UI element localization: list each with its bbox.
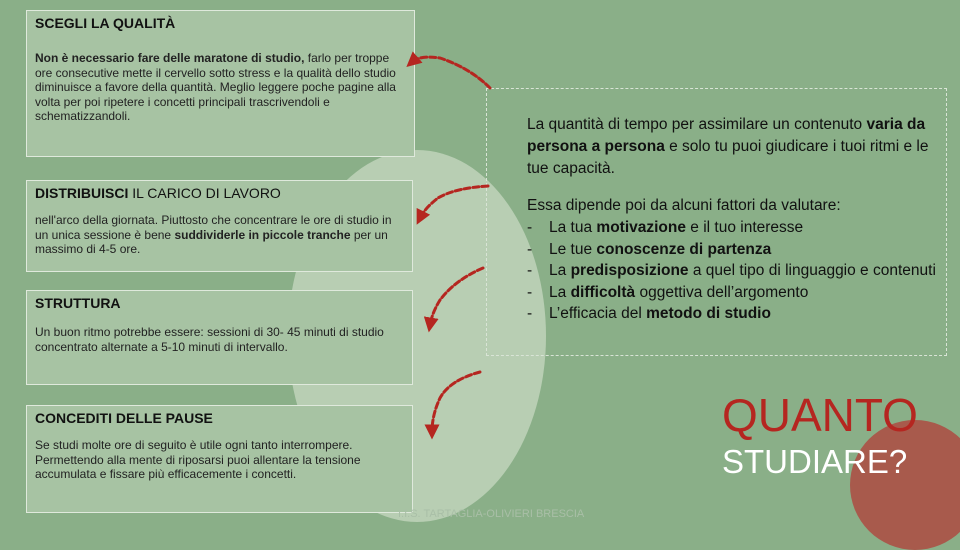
item-post: e il tuo interesse bbox=[685, 219, 804, 236]
item-pre: Le tue bbox=[549, 240, 597, 258]
title-quanto: QUANTO bbox=[722, 389, 918, 441]
box-text-b: per un massimo di 4-5 ore. bbox=[35, 227, 388, 256]
list-dash: - bbox=[527, 219, 533, 236]
item-bold: conoscenze di partenza bbox=[596, 240, 772, 258]
box-text-rest: farlo per troppe ore consecutive mette il cervello sotto stress e la qualità dello studio diminuisce a favore della quantità. Meglio leggere poche pagine alla volta per poi ripetere i concetti principali trascrivendoli e schematizzandoli. bbox=[35, 51, 396, 123]
item-post: a quel tipo di linguaggio e contenuti bbox=[688, 262, 936, 279]
arrow-to-box-2 bbox=[420, 186, 488, 218]
list-dash: - bbox=[527, 283, 533, 301]
list-dash: - bbox=[527, 305, 533, 322]
box-text-a: nell'arco della giornata. Piuttosto che concentrare le ore di studio in un unica sessione è bene bbox=[35, 213, 392, 242]
item-bold: predisposizione bbox=[570, 262, 689, 279]
item-bold: difficoltà bbox=[570, 283, 636, 301]
item-bold: motivazione bbox=[596, 219, 686, 236]
arrow-to-box-3 bbox=[430, 268, 483, 325]
item-pre: L’efficacia del bbox=[549, 305, 647, 322]
box-text-bold: suddividerle in piccole tranche bbox=[174, 227, 351, 242]
intro-a: La quantità di tempo per assimilare un contenuto bbox=[527, 116, 867, 133]
arrow-to-box-1 bbox=[412, 57, 490, 88]
right-sub: Essa dipende poi da alcuni fattori da valutare: bbox=[527, 197, 841, 214]
box-title: STRUTTURA bbox=[35, 295, 121, 311]
item-post: oggettiva dell’argomento bbox=[635, 283, 809, 301]
footer-school: I.I.S. TARTAGLIA-OLIVIERI BRESCIA bbox=[398, 508, 585, 520]
item-pre: La bbox=[549, 283, 571, 301]
box-title-bold: DISTRIBUISCI bbox=[35, 185, 133, 201]
item-pre: La tua bbox=[549, 219, 597, 236]
box-text: Se studi molte ore di seguito è utile ogni tanto interrompere. Permettendo alla mente di riposarsi puoi allentare la tensione accumulata e fissare più efficacemente i concetti. bbox=[35, 438, 361, 481]
list-dash: - bbox=[527, 262, 533, 279]
box-text-bold: Non è necessario fare delle maratone di studio, bbox=[35, 51, 305, 65]
box-title: SCEGLI LA QUALITÀ bbox=[35, 15, 176, 31]
intro-bold: varia da persona a persona bbox=[527, 116, 926, 155]
list-dash: - bbox=[527, 240, 533, 258]
item-bold: metodo di studio bbox=[646, 305, 771, 322]
box-title-light: IL CARICO DI LAVORO bbox=[132, 185, 281, 201]
item-pre: La bbox=[549, 262, 571, 279]
box-text: Un buon ritmo potrebbe essere: sessioni di 30- 45 minuti di studio concentrato alternate a 5-10 minuti di intervallo. bbox=[35, 325, 384, 354]
box-title: CONCEDITI DELLE PAUSE bbox=[35, 410, 213, 426]
title-studiare: STUDIARE? bbox=[722, 443, 908, 480]
arrow-to-box-4 bbox=[432, 372, 480, 432]
intro-b: e solo tu puoi giudicare i tuoi ritmi e le tue capacità. bbox=[527, 138, 929, 177]
